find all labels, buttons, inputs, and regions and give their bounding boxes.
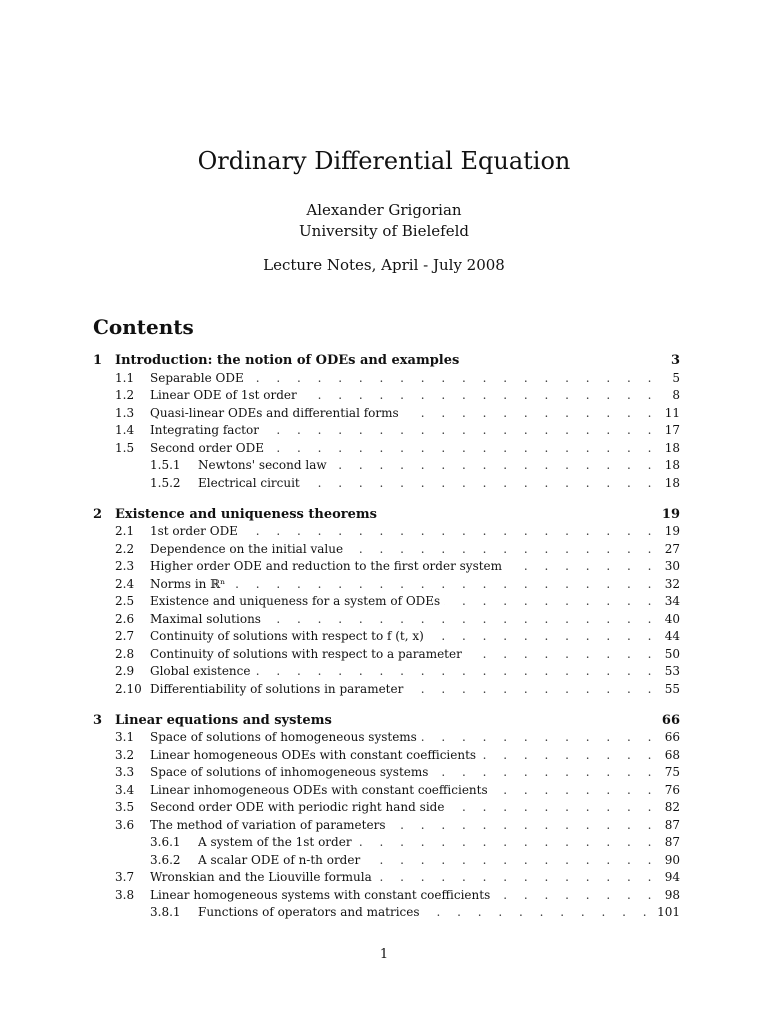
toc-entry[interactable]	[93, 834, 680, 852]
toc-dot-leader	[301, 387, 658, 405]
toc-entry-number: 2.3	[115, 559, 135, 573]
toc-entry[interactable]	[93, 422, 680, 440]
toc-dot-leader	[480, 747, 658, 765]
toc-entry-page: 32	[664, 576, 680, 591]
toc-entry-title: Linear homogeneous ODEs with constant coefficients	[150, 747, 480, 765]
toc-entry-line	[198, 457, 680, 475]
toc-entry-line	[198, 834, 680, 852]
toc-entry[interactable]	[93, 593, 680, 611]
toc-entry-title: Electrical circuit	[198, 475, 304, 493]
toc-entry-line	[150, 817, 680, 835]
toc-entry-number: 2.5	[115, 594, 135, 608]
toc-entry-line	[150, 593, 680, 611]
toc-entry-line	[150, 576, 680, 594]
page-number: 1	[379, 947, 389, 962]
toc-entry-page: 53	[664, 664, 680, 678]
toc-entry-line	[150, 541, 680, 559]
toc-entry-line	[150, 422, 680, 440]
toc-entry-number: 2.8	[115, 646, 135, 661]
toc-entry-line	[150, 523, 680, 541]
toc-entry-title: Newtons' second law	[198, 457, 331, 475]
toc-dot-leader	[448, 799, 658, 817]
toc-entry-title: 1st order ODE	[150, 523, 242, 541]
toc-entry[interactable]	[93, 782, 680, 800]
toc-entry-title: Maximal solutions	[150, 611, 265, 629]
toc-entry-title: Higher order ODE and reduction to the first order system	[150, 558, 506, 576]
toc-entry[interactable]	[93, 558, 680, 576]
toc-entry-line	[115, 712, 680, 730]
toc-dot-leader	[494, 887, 658, 905]
toc-entry-line	[150, 729, 680, 747]
toc-entry-line	[150, 611, 680, 629]
toc-entry-number: 3.6.2	[150, 852, 181, 867]
toc-entry-page: 87	[664, 817, 680, 832]
toc-entry-line	[150, 681, 680, 699]
toc-entry[interactable]	[93, 440, 680, 458]
toc-entry[interactable]	[93, 712, 680, 730]
toc-entry-line	[150, 646, 680, 664]
toc-entry[interactable]	[93, 541, 680, 559]
toc-entry[interactable]	[93, 747, 680, 765]
toc-entry-page: 27	[664, 541, 680, 556]
toc-entry-page: 18	[664, 458, 680, 472]
toc-entry-title: Norms in ℝⁿ	[150, 576, 229, 594]
toc-entry-number: 1.3	[115, 405, 135, 420]
toc-entry-page: 50	[664, 646, 680, 661]
toc-entry-page: 101	[657, 905, 680, 919]
toc-entry-line	[150, 628, 680, 646]
toc-dot-leader	[428, 628, 658, 646]
toc-entry-line	[150, 887, 680, 905]
toc-dot-leader	[407, 681, 658, 699]
toc-entry-line	[150, 747, 680, 765]
toc-entry-number: 1	[93, 353, 103, 368]
toc-entry-number: 2.4	[115, 576, 135, 591]
toc-dot-leader	[229, 576, 658, 594]
toc-dot-leader	[421, 729, 658, 747]
toc-entry-title: Separable ODE	[150, 370, 248, 388]
toc-entry-title: Linear homogeneous systems with constant coefficients	[150, 887, 494, 905]
toc-entry-line	[150, 405, 680, 423]
toc-entry-title: Existence and uniqueness theorems	[115, 506, 381, 524]
toc-entry-title: Second order ODE with periodic right hand side	[150, 799, 448, 817]
toc-entry[interactable]	[93, 352, 680, 370]
toc-entry-page: 30	[664, 559, 680, 573]
toc-entry[interactable]	[93, 628, 680, 646]
toc-entry-page: 18	[664, 440, 680, 455]
toc-dot-leader	[364, 852, 658, 870]
toc-entry-line	[150, 782, 680, 800]
toc-entry-page: 66	[661, 712, 680, 728]
toc-entry-number: 2.9	[115, 664, 135, 678]
toc-entry-title: Space of solutions of inhomogeneous systems	[150, 764, 432, 782]
toc-entry-title: Space of solutions of homogeneous systems	[150, 729, 421, 747]
toc-entry-title: Linear inhomogeneous ODEs with constant coefficients	[150, 782, 492, 800]
toc-entry-number: 1.5	[115, 440, 135, 455]
toc-dot-leader	[432, 764, 658, 782]
toc-entry-page: 5	[672, 370, 680, 385]
toc-dot-leader	[331, 457, 658, 475]
toc-entry-title: The method of variation of parameters	[150, 817, 389, 835]
toc-dot-leader	[356, 834, 658, 852]
toc-entry-page: 34	[664, 594, 680, 608]
toc-entry-title: A system of the 1st order	[198, 834, 356, 852]
toc-entry-line	[150, 387, 680, 405]
toc-entry-page: 90	[664, 852, 680, 867]
toc-dot-leader	[403, 405, 658, 423]
toc-entry-number: 3.1	[115, 730, 135, 744]
toc-entry-line	[150, 558, 680, 576]
toc-entry-number: 3.4	[115, 782, 135, 797]
toc-entry-page: 19	[661, 506, 680, 522]
toc-entry-number: 2.1	[115, 524, 135, 538]
toc-entry[interactable]	[93, 387, 680, 405]
toc-entry-line	[115, 352, 680, 370]
toc-dot-leader	[376, 869, 658, 887]
toc-entry-title: Linear ODE of 1st order	[150, 387, 301, 405]
toc-entry[interactable]	[93, 764, 680, 782]
toc-entry-number: 3.2	[115, 747, 135, 762]
toc-entry-title: Quasi-linear ODEs and differential forms	[150, 405, 403, 423]
toc-entry[interactable]	[93, 646, 680, 664]
toc-entry-number: 1.2	[115, 388, 135, 402]
toc-dot-leader	[254, 663, 658, 681]
toc-entry-title: Dependence on the initial value	[150, 541, 347, 559]
toc-entry-line	[150, 663, 680, 681]
toc-entry-page: 94	[664, 870, 680, 884]
toc-entry[interactable]	[93, 475, 680, 493]
toc-entry-line	[198, 852, 680, 870]
toc-entry-number: 3	[93, 712, 103, 728]
toc-entry[interactable]	[93, 457, 680, 475]
toc-entry-line	[150, 869, 680, 887]
toc-dot-leader	[242, 523, 658, 541]
toc-entry-page: 68	[664, 747, 680, 762]
toc-entry-page: 19	[664, 524, 680, 538]
toc-entry-line	[150, 799, 680, 817]
toc-dot-leader	[265, 611, 658, 629]
toc-entry-number: 3.3	[115, 765, 135, 779]
toc-entry-title: Continuity of solutions with respect to f (t, x)	[150, 628, 428, 646]
author-affiliation: University of Bielefeld	[299, 222, 469, 240]
toc-entry-page: 98	[664, 887, 680, 902]
table-of-contents	[93, 352, 680, 922]
toc-entry-number: 2.2	[115, 541, 135, 556]
toc-entry[interactable]	[93, 817, 680, 835]
toc-entry-page: 11	[664, 405, 680, 420]
toc-entry-page: 40	[664, 611, 680, 626]
toc-entry-page: 18	[664, 475, 680, 490]
toc-entry-number: 2	[93, 506, 103, 522]
toc-entry-number: 1.1	[115, 370, 135, 385]
toc-entry-line	[150, 370, 680, 388]
toc-entry[interactable]	[93, 611, 680, 629]
toc-entry-page: 66	[664, 730, 680, 744]
toc-entry-number: 1.4	[115, 423, 135, 437]
toc-dot-leader	[263, 422, 658, 440]
toc-entry-page: 17	[664, 423, 680, 437]
toc-entry[interactable]	[93, 869, 680, 887]
toc-entry-title: Integrating factor	[150, 422, 263, 440]
toc-entry-title: Differentiability of solutions in parameter	[150, 681, 407, 699]
toc-entry[interactable]	[93, 729, 680, 747]
toc-entry-title: Wronskian and the Liouville formula	[150, 869, 376, 887]
toc-dot-leader	[424, 904, 654, 922]
toc-entry[interactable]	[93, 681, 680, 699]
toc-dot-leader	[389, 817, 658, 835]
toc-entry[interactable]	[93, 799, 680, 817]
author-name: Alexander Grigorian	[306, 201, 462, 219]
toc-entry-page: 3	[670, 353, 680, 368]
toc-entry[interactable]	[93, 523, 680, 541]
toc-entry[interactable]	[93, 576, 680, 594]
toc-entry[interactable]	[93, 405, 680, 423]
toc-entry-number: 3.7	[115, 870, 135, 884]
toc-entry-title: Existence and uniqueness for a system of ODEs	[150, 593, 444, 611]
toc-entry[interactable]	[93, 506, 680, 524]
toc-entry[interactable]	[93, 663, 680, 681]
toc-entry-title: A scalar ODE of n-th order	[198, 852, 364, 870]
toc-entry-page: 8	[672, 388, 680, 402]
toc-entry-title: Global existence	[150, 663, 254, 681]
toc-entry-page: 75	[664, 765, 680, 779]
toc-entry-page: 87	[664, 835, 680, 849]
toc-entry[interactable]	[93, 904, 680, 922]
toc-entry-number: 3.5	[115, 800, 135, 814]
toc-entry-page: 82	[664, 800, 680, 814]
toc-entry-number: 3.6	[115, 817, 135, 832]
toc-dot-leader	[444, 593, 658, 611]
toc-entry[interactable]	[93, 887, 680, 905]
toc-entry-title: Linear equations and systems	[115, 712, 336, 730]
toc-entry-page: 76	[664, 782, 680, 797]
toc-entry[interactable]	[93, 370, 680, 388]
toc-dot-leader	[347, 541, 658, 559]
toc-entry[interactable]	[93, 852, 680, 870]
toc-entry-number: 3.6.1	[150, 835, 181, 849]
toc-entry-line	[150, 764, 680, 782]
toc-entry-number: 2.7	[115, 629, 135, 643]
toc-entry-number: 3.8	[115, 887, 135, 902]
lecture-notes-date: Lecture Notes, April - July 2008	[263, 256, 505, 274]
toc-dot-leader	[466, 646, 658, 664]
toc-entry-number: 2.6	[115, 611, 135, 626]
toc-dot-leader	[268, 440, 658, 458]
contents-heading: Contents	[93, 315, 194, 339]
toc-entry-page: 44	[664, 629, 680, 643]
toc-entry-page: 55	[664, 681, 680, 696]
toc-dot-leader	[506, 558, 658, 576]
toc-entry-title: Continuity of solutions with respect to a parameter	[150, 646, 466, 664]
toc-dot-leader	[248, 370, 658, 388]
toc-entry-number: 3.8.1	[150, 905, 181, 919]
toc-entry-line	[115, 506, 680, 524]
toc-entry-line	[198, 475, 680, 493]
toc-entry-number: 1.5.1	[150, 458, 181, 472]
toc-entry-title: Second order ODE	[150, 440, 268, 458]
toc-entry-title: Functions of operators and matrices	[198, 904, 424, 922]
toc-dot-leader	[304, 475, 658, 493]
toc-entry-line	[198, 904, 680, 922]
toc-dot-leader	[492, 782, 658, 800]
document-title: Ordinary Differential Equation	[197, 147, 571, 175]
toc-entry-line	[150, 440, 680, 458]
toc-entry-number: 2.10	[115, 681, 142, 696]
toc-entry-number: 1.5.2	[150, 475, 181, 490]
toc-entry-title: Introduction: the notion of ODEs and examples	[115, 352, 463, 370]
